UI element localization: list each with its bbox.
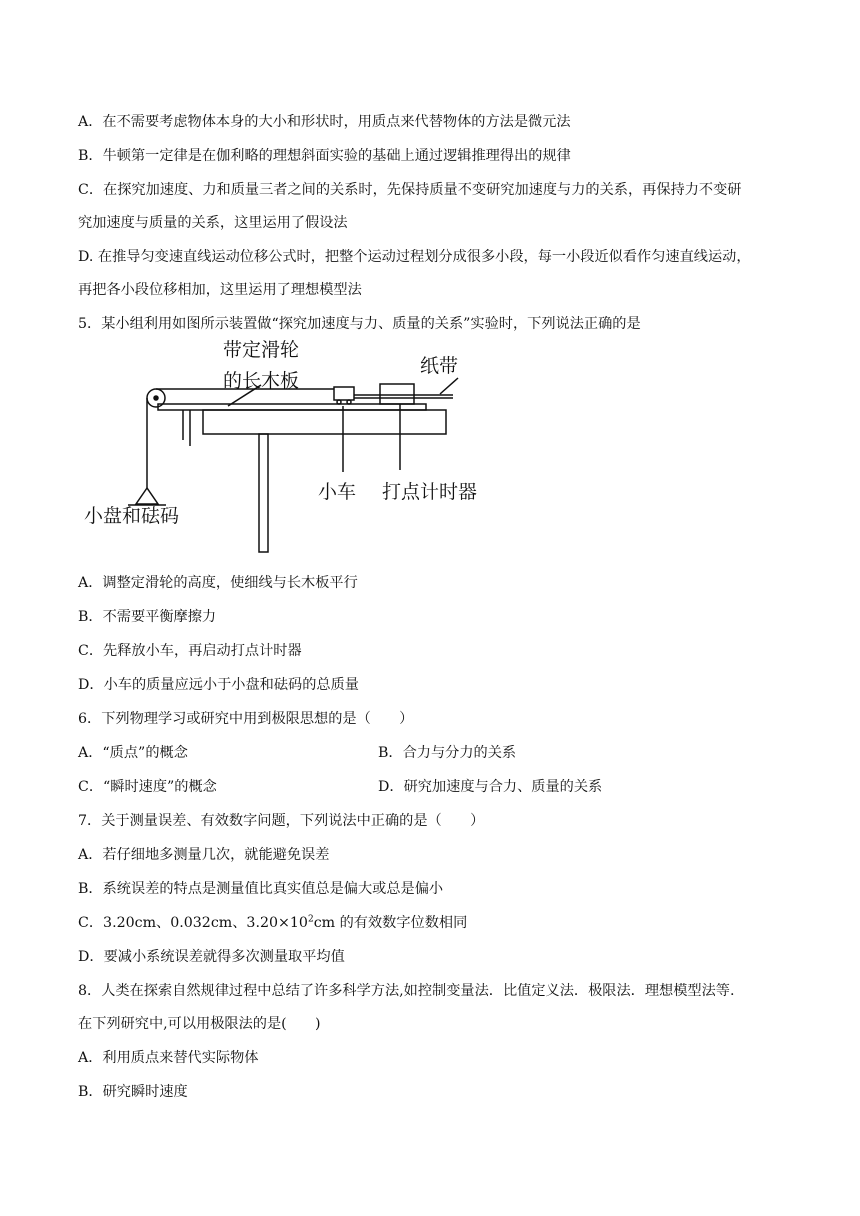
weight-pan [136, 488, 158, 504]
q7-option-c-exponent: 2 [307, 914, 314, 925]
long-board [158, 404, 426, 410]
q5-option-a: A．调整定滑轮的高度，使细线与长木板平行 [78, 575, 358, 591]
table-leg [259, 434, 268, 552]
q7-option-c-tail: cm 的有效数字位数相同 [313, 915, 468, 931]
table-top [203, 410, 446, 434]
q7-option-b: B．系统误差的特点是测量值比真实值总是偏大或总是偏小 [78, 881, 444, 897]
label-board-line1: 带定滑轮 [223, 339, 300, 361]
q4-option-b: B．牛顿第一定律是在伽利略的理想斜面实验的基础上通过逻辑推理得出的规律 [78, 148, 571, 164]
q5-option-c: C．先释放小车，再启动打点计时器 [78, 643, 302, 659]
q7-option-c-text: C．3.20cm、0.032cm、3.20×10 [78, 915, 308, 931]
q4-option-c-line1: C．在探究加速度、力和质量三者之间的关系时，先保持质量不变研究加速度与力的关系，再保持力不变研 [78, 182, 742, 198]
q8-option-a: A．利用质点来替代实际物体 [78, 1050, 259, 1066]
q7-stem: 7．关于测量误差、有效数字问题，下列说法中正确的是（ ） [78, 813, 485, 829]
q6-option-c: C．“瞬时速度”的概念 [78, 779, 217, 795]
experiment-apparatus-diagram [78, 330, 498, 560]
label-paper-tape: 纸带 [420, 355, 459, 377]
label-timer: 打点计时器 [382, 481, 478, 503]
q5-option-d: D．小车的质量应远小于小盘和砝码的总质量 [78, 677, 359, 693]
q5-option-b: B．不需要平衡摩擦力 [78, 609, 217, 625]
q5-stem: 5．某小组利用如图所示装置做“探究加速度与力、质量的关系”实验时，下列说法正确的是 [78, 316, 641, 332]
q4-option-d-line2: 再把各小段位移相加，这里运用了理想模型法 [78, 282, 362, 298]
q6-stem: 6．下列物理学习或研究中用到极限思想的是（ ） [78, 711, 414, 727]
q7-option-d: D．要减小系统误差就得多次测量取平均值 [78, 949, 345, 965]
cart [334, 387, 354, 400]
q7-option-a: A．若仔细地多测量几次，就能避免误差 [78, 847, 330, 863]
label-cart: 小车 [318, 481, 357, 503]
label-board-line2: 的长木板 [223, 370, 300, 392]
label-pan-and-weights: 小盘和砝码 [84, 505, 180, 527]
q8-stem-line2: 在下列研究中,可以用极限法的是( ) [78, 1016, 321, 1032]
q4-option-d-line1: D. 在推导匀变速直线运动位移公式时，把整个运动过程划分成很多小段，每一小段近似看作匀速直线运动， [78, 249, 751, 265]
q4-option-a: A．在不需要考虑物体本身的大小和形状时，用质点来代替物体的方法是微元法 [78, 114, 571, 130]
q6-option-a: A．“质点”的概念 [78, 745, 188, 761]
ticker-timer [380, 384, 414, 404]
q8-stem-line1: 8．人类在探索自然规律过程中总结了许多科学方法,如控制变量法．比值定义法．极限法．理想模型法等. [78, 983, 735, 999]
q4-option-c-line2: 究加速度与质量的关系，这里运用了假设法 [78, 215, 348, 231]
q8-option-b: B．研究瞬时速度 [78, 1084, 188, 1100]
q7-option-c [78, 913, 467, 933]
q6-option-d: D．研究加速度与合力、质量的关系 [378, 779, 603, 795]
q6-option-b: B．合力与分力的关系 [378, 745, 517, 761]
